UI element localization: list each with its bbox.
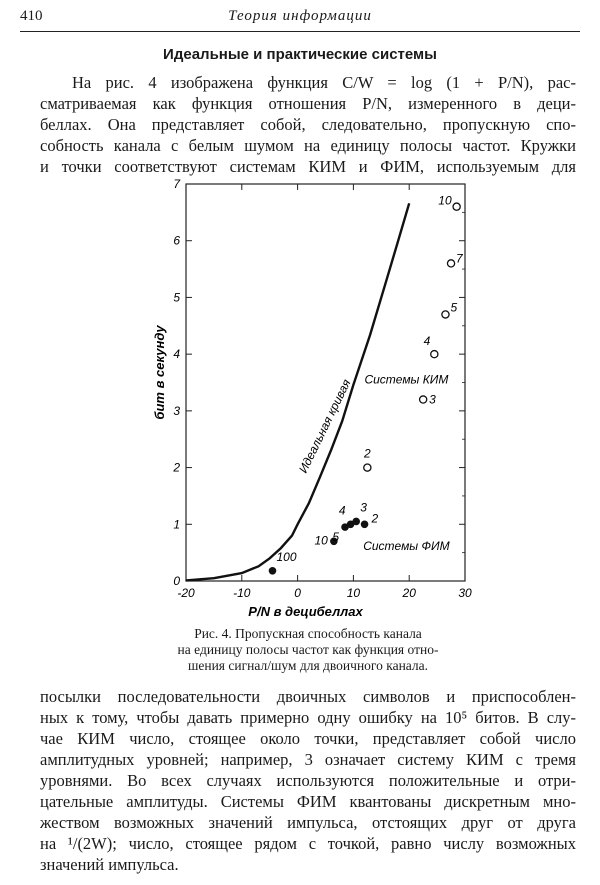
x-tick-label: 20 bbox=[402, 586, 416, 600]
kim-point-label: 5 bbox=[450, 300, 458, 315]
fim-point-label: 10 bbox=[314, 533, 328, 548]
x-tick-label: -10 bbox=[233, 586, 251, 600]
figure-caption bbox=[140, 626, 476, 674]
running-title: Теория информации bbox=[228, 8, 372, 24]
text-line: уровнями. Во всех случаях используются положительные и отри- bbox=[40, 771, 576, 790]
y-tick-label: 1 bbox=[173, 517, 180, 532]
points-group bbox=[269, 203, 461, 575]
kim-point-label: 3 bbox=[429, 392, 436, 407]
fim-systems-label: Системы ФИМ bbox=[363, 538, 450, 553]
text-line: и точки соответствуют системам КИМ и ФИМ, используемым для bbox=[40, 157, 576, 176]
text-line: на ¹/(2W); число, стоящее рядом с точкой, равно числу возможных bbox=[40, 834, 576, 853]
y-tick-label: 7 bbox=[173, 177, 180, 191]
fim-point-label: 100 bbox=[276, 549, 297, 564]
y-tick-label: 4 bbox=[173, 347, 180, 362]
kim-point bbox=[431, 351, 438, 358]
section-heading: Идеальные и практические системы bbox=[163, 46, 437, 63]
fim-point-label: 4 bbox=[338, 503, 346, 518]
x-tick-label: -20 bbox=[177, 586, 195, 600]
caption-line: Рис. 4. Пропускная способность канала bbox=[194, 626, 422, 641]
kim-systems-label: Системы КИМ bbox=[364, 372, 449, 387]
text-line: ных к тому, чтобы давать примерно одну ошибку на 10⁵ битов. В слу- bbox=[40, 708, 576, 727]
y-tick-label: 3 bbox=[173, 403, 180, 418]
page-number: 410 bbox=[20, 8, 43, 24]
kim-point-label: 7 bbox=[456, 251, 463, 266]
kim-point bbox=[447, 260, 454, 267]
kim-point bbox=[453, 203, 460, 210]
text-line: цательные амплитуды. Системы ФИМ квантованы дискретным мно- bbox=[40, 792, 576, 811]
text-line: амплитудных уровней; например, 3 означает систему КИМ с тремя bbox=[40, 750, 576, 769]
kim-point-label: 2 bbox=[364, 446, 371, 461]
fim-point-label: 5 bbox=[332, 530, 340, 545]
fim-point-label: 3 bbox=[360, 500, 367, 515]
y-tick-label: 6 bbox=[173, 233, 180, 248]
x-tick-label: 10 bbox=[346, 586, 361, 600]
text-line: сматриваемая как функция отношения P/N, измеренного в деци- bbox=[40, 94, 576, 113]
caption-line: на единицу полосы частот как функция отно- bbox=[177, 642, 439, 657]
text-line: собность канала с белым шумом на единицу полосы частот. Кружки bbox=[40, 136, 576, 155]
kim-point-label: 4 bbox=[423, 334, 431, 349]
fim-point bbox=[361, 520, 369, 528]
x-tick-label: 0 bbox=[294, 586, 301, 600]
text-line: посылки последовательности двоичных символов и приспособлен- bbox=[40, 687, 576, 706]
kim-point bbox=[442, 311, 449, 318]
y-tick-label: 0 bbox=[173, 574, 180, 588]
text-line: чае КИМ число, стоящее около точки, представляет собой число bbox=[40, 729, 576, 748]
text-line: На рис. 4 изображена функция C/W = log (1 + P/N), рас- bbox=[72, 73, 576, 92]
fim-point bbox=[341, 523, 349, 531]
y-axis-label: бит в секунду bbox=[152, 325, 167, 420]
y-tick-label: 5 bbox=[173, 290, 180, 305]
text-line: беллах. Она представляет собой, следовательно, пропускную спо- bbox=[40, 115, 576, 134]
text-line: значений импульса. bbox=[40, 855, 179, 874]
paragraph-continued bbox=[40, 686, 576, 875]
kim-point bbox=[420, 396, 427, 403]
y-tick-label: 2 bbox=[173, 460, 180, 475]
fim-point bbox=[269, 567, 277, 575]
caption-line: шения сигнал/шум для двоичного канала. bbox=[187, 658, 429, 673]
kim-point-label: 10 bbox=[438, 193, 452, 208]
kim-point bbox=[364, 464, 371, 471]
fim-point-label: 2 bbox=[371, 511, 379, 526]
text-line: жеством возможных значений импульса, отстоящих друг от друга bbox=[40, 813, 576, 832]
x-tick-label: 30 bbox=[458, 586, 472, 600]
chart-labels-group bbox=[276, 194, 464, 564]
x-axis-label: P/N в децибеллах bbox=[248, 604, 363, 619]
ideal-curve-label: Идеальная кривая bbox=[295, 376, 354, 476]
